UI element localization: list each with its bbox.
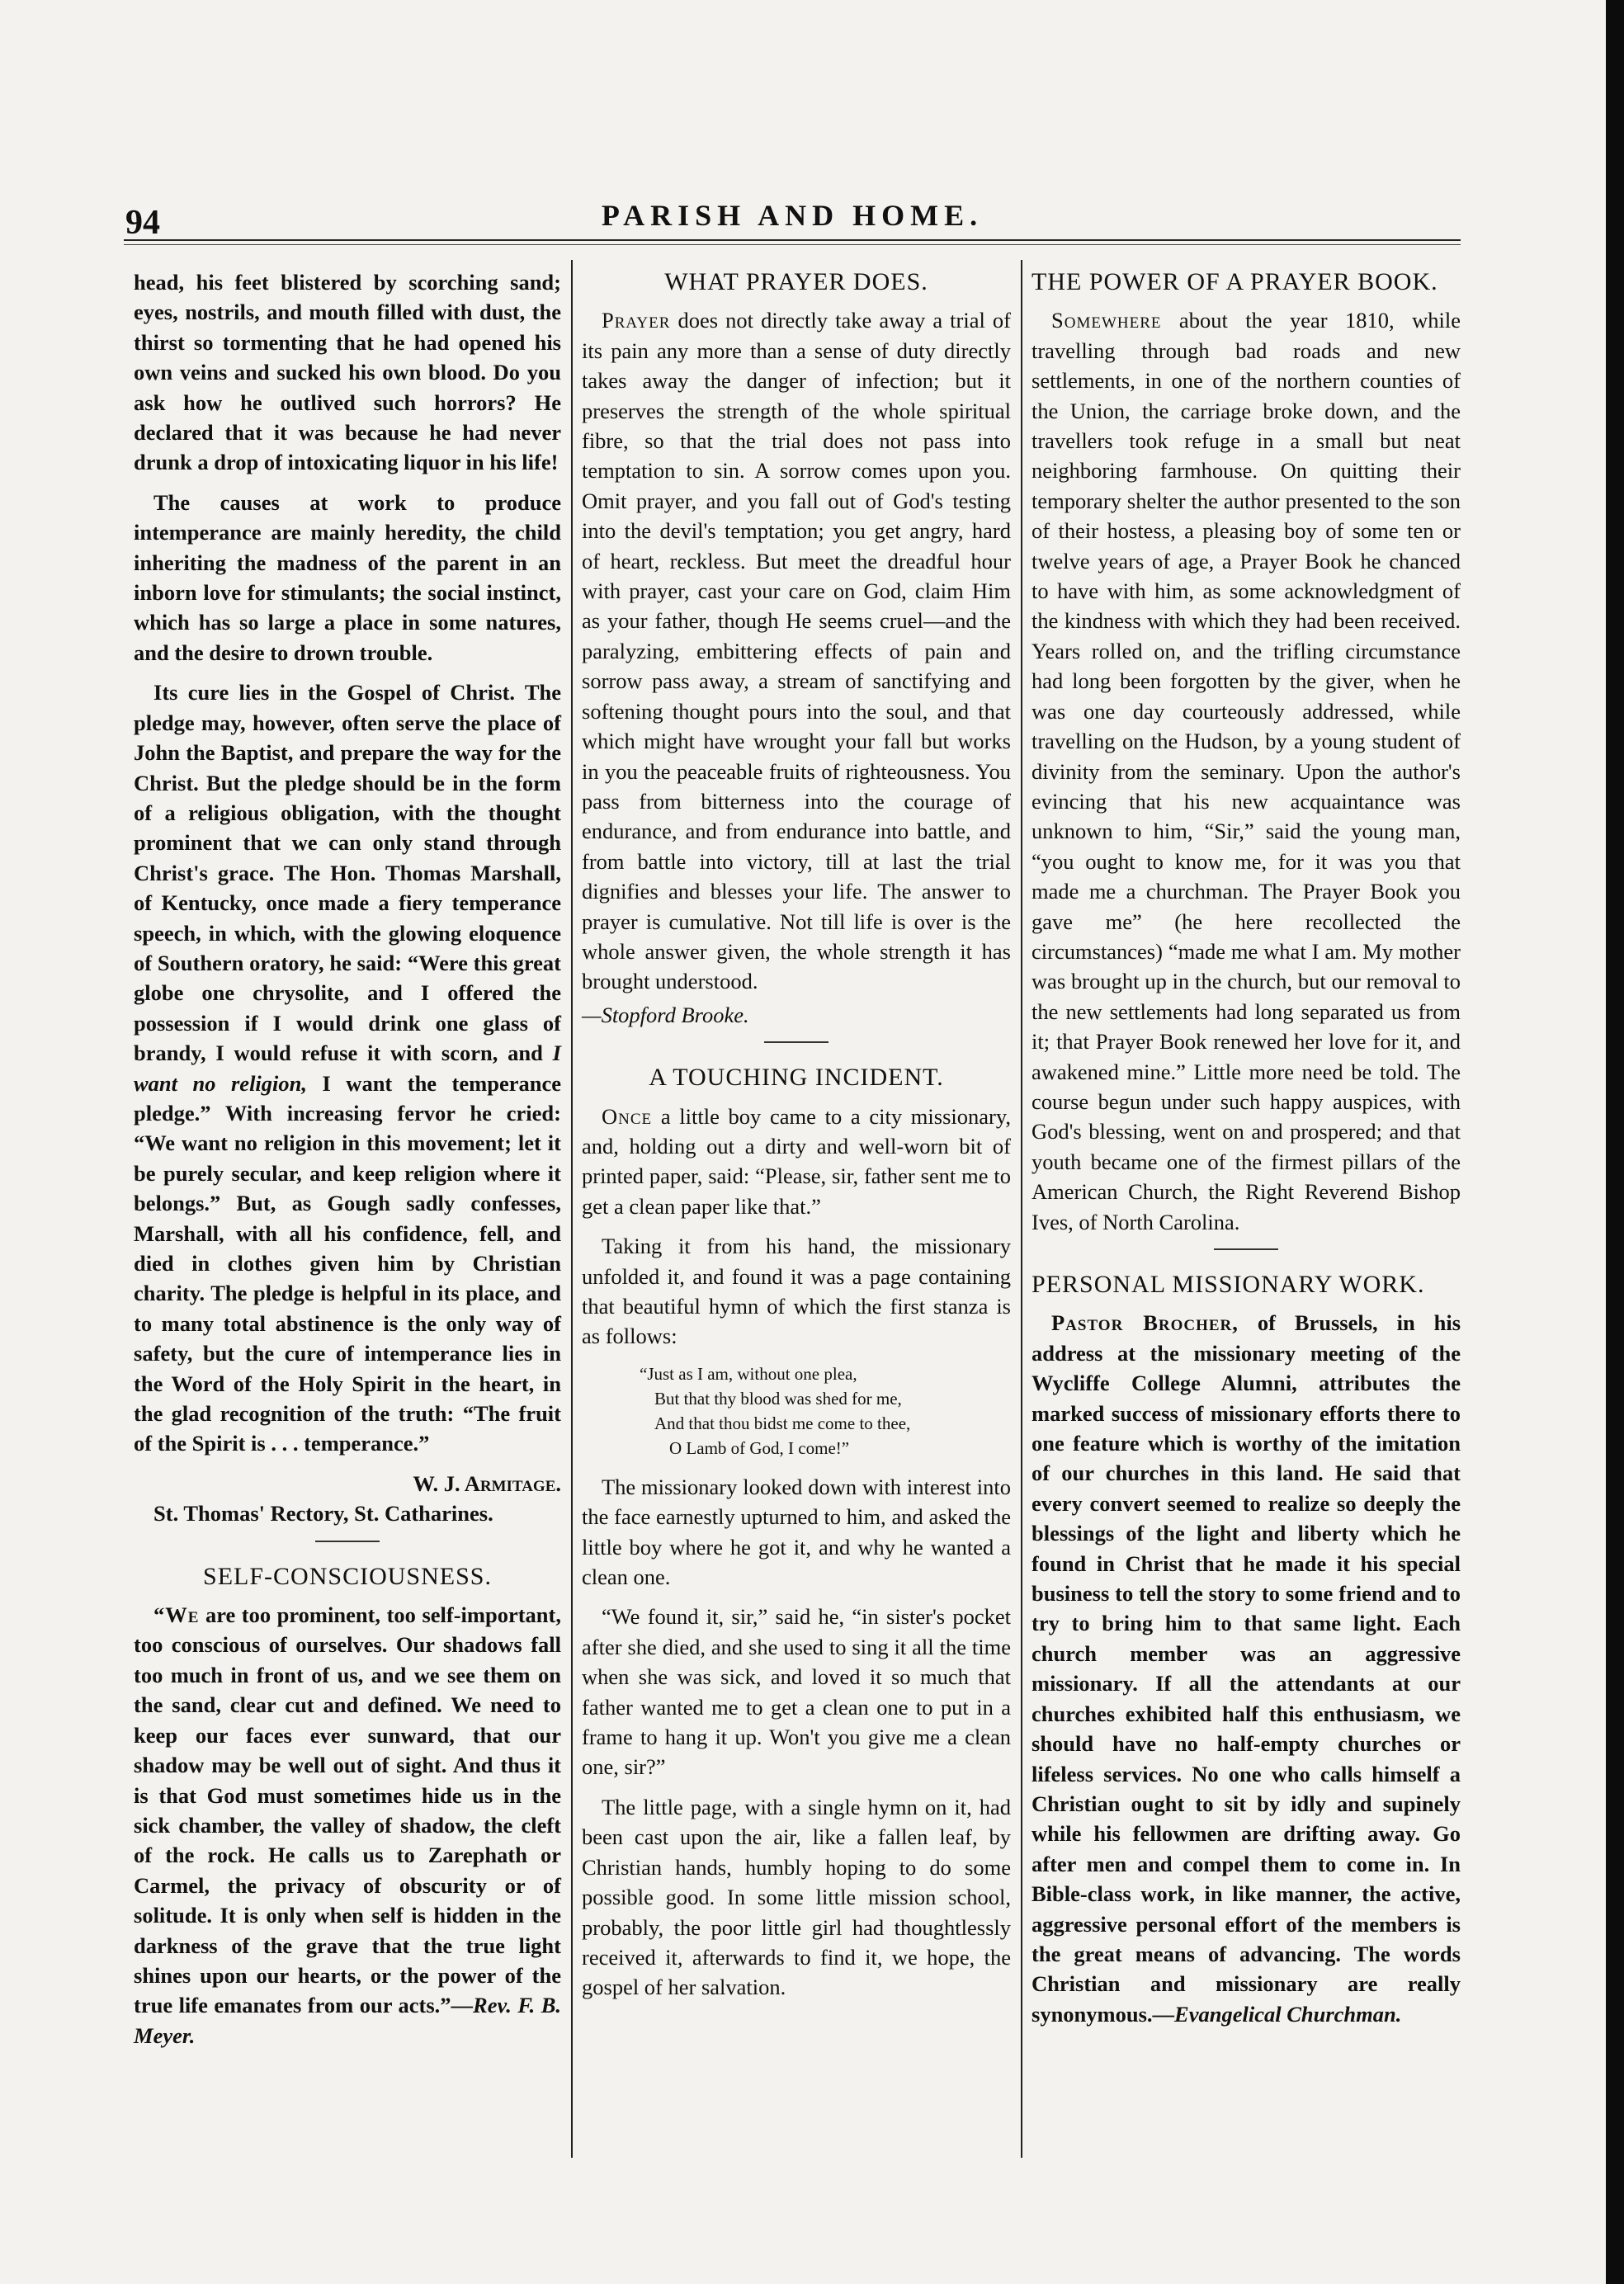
column-2 [582,267,1011,2013]
lead-word: Prayer [602,308,671,333]
scan-edge [1606,0,1624,2284]
header-rule [124,239,1461,241]
poem-line: But that thy blood was shed for me, [654,1388,902,1409]
lead-word: “We [153,1602,200,1628]
poem-line: O Lamb of God, I come!” [669,1437,850,1458]
article-title: A TOUCHING INCIDENT. [649,1064,944,1092]
paragraph [134,677,561,1459]
paragraph: Taking it from his hand, the missionary unfolded it, and found it was a page containing that beautiful hymn of which the first stanza is as follows: [582,1234,1011,1349]
section-separator [315,1541,380,1542]
text-run: a little boy came to a city missionary, and, holding out a dirty and well-worn bit of printed paper, said: “Please, sir, father sent me to get a clean paper like that.” [582,1103,1011,1219]
author-address: St. Thomas' Rectory, St. Catharines. [153,1501,493,1527]
paragraph [1032,305,1461,1237]
text-run: Its cure lies in the Gospel of Christ. The pledge may, however, often serve the place of John the Baptist, and prepare the way for the Christ. But the pledge should be in the form of a religious obligation, with the thought prominent that we can only stand through Christ's grace. The Hon. Thomas Marshall, of Kentucky, once made a fiery temperance speech, in which, with the glowing eloquence of Southern oratory, he said: “Were this great globe one chrysolite, and I offered the possession if I would drink one glass of brandy, I would refuse it with scorn, and [134,680,561,1066]
paragraph: The causes at work to produce intemperance are mainly heredity, the child inheriting the madness of the parent in an inborn love for stimulants; the social instinct, which has so large a place in some natures, and the desire to drown trouble. [134,489,561,665]
lead-word: Somewhere [1051,308,1162,333]
section-separator [1214,1248,1278,1250]
lead-word: Once [602,1103,653,1129]
page-number: 94 [125,204,160,242]
paragraph: “We found it, sir,” said he, “in sister's pocket after she died, and she used to sing it all the time when she was sick, and loved it so much that father wanted me to get a clean one to put in a frame to hang it up. Won't you give me a clean one, sir?” [582,1604,1011,1780]
column-3 [1032,267,1461,2039]
text-run: about the year 1810, while travelling through bad roads and new settlements, in one of the northern counties of the Union, the carriage broke down, and the travellers took refuge in a small but neat neighboring farmhouse. On quitting their temporary shelter the author presented to the son of their hostess, a pleasing boy of some ten or twelve years of age, a Prayer Book he chanced to have with him, as some acknowledgment of the kindness with which they had been received. Years rolled on, and the trifling circumstance had long been forgotten by the giver, when he was one day courteously addressed, while travelling on the Hudson, by a young student of divinity from the seminary. Upon the author's evincing that his new acquaintance was unknown to him, “Sir,” said the young man, “you ought to know me, for it was you that made me a churchman. The Prayer Book you gave me” (he here recollected the circumstances) “made me what I am. My mother was brought up in the church, but our removal to the new settlements had long separated us from it; that Prayer Book renewed her love for it, and awakened mine.” Little more need be told. The course begun under such happy auspices, with God's blessing, went on and prospered; and that youth became one of the firmest pillars of the American Church, the Right Reverend Bishop Ives, of North Carolina. [1032,308,1461,1234]
paragraph [1032,1308,1461,2029]
paragraph [582,1102,1011,1222]
paragraph: head, his feet blistered by scorching sand; eyes, nostrils, and mouth filled with dust, the thirst so tormenting that he had opened his own veins and sucked his own blood. Do you ask how he outlived such horrors? He declared that it was because he had never drunk a drop of intoxicating liquor in his life! [134,270,561,475]
article-title: THE POWER OF A PRAYER BOOK. [1032,268,1438,295]
column-divider-2 [1021,260,1022,2158]
text-run: are too prominent, too self-important, too conscious of ourselves. Our shadows fall too much in front of us, and we see them on the sand, clear cut and defined. We need to keep our faces ever sunward, that our shadow may be well out of sight. And thus it is that God must sometimes hide us in the sick chamber, the valley of shadow, the cleft of the rock. He calls us to Zarephath or Carmel, the privacy of obscurity or of solitude. It is only when self is hidden in the darkness of the grave that the true light shines upon our hearts, or the power of the true life emanates from our acts.”— [134,1602,561,2018]
section-separator [764,1041,829,1043]
italic-text: I want no religion, [134,1041,561,1096]
article-title: WHAT PRAYER DOES. [664,268,928,295]
poem-line: “Just as I am, without one plea, [640,1363,857,1384]
column-divider-1 [571,260,573,2158]
attribution: —Stopford Brooke. [582,1002,749,1027]
poem-line: And that thou bidst me come to thee, [654,1413,911,1433]
paragraph: The missionary looked down with interest into the face earnestly upturned to him, and asked the little boy where he got it, and why he wanted a clean one. [582,1474,1011,1590]
article-title: SELF-CONSCIOUSNESS. [203,1562,492,1590]
header-rule-thin [124,244,1461,245]
text-run: does not directly take away a trial of its pain any more than a sense of duty directly takes away the danger of infection; but it preserves the strength of the whole spiritual fibre, so that the trial does not pass into temptation to sin. A sorrow comes upon you. Omit prayer, and you fall out of God's testing into the devil's temptation; you get angry, hard of heart, reckless. But meet the dreadful hour with prayer, cast your care on God, claim Him as your father, though He seems cruel—and the paralyzing, embittering effects of pain and sorrow pass away, a stream of sanctifying and softening thought pours into the soul, and that which might have wrought your fall but works in you the peaceable fruits of righteousness. You pass from bitterness into the courage of endurance, and from endurance into battle, and from battle into victory, till at last the trial dignifies and blesses your life. The answer to prayer is cumulative. Not till life is over is the whole answer given, the whole strength it has brought understood. [582,308,1011,994]
paragraph [582,305,1011,996]
hymn-stanza [640,1361,1011,1461]
column-1 [134,267,561,2060]
article-title: PERSONAL MISSIONARY WORK. [1032,1271,1425,1298]
author-signature: W. J. Armitage. [413,1470,561,1496]
text-run: I want the temperance pledge.” With increasing fervor he cried: “We want no religion in this movement; let it be purely secular, and keep religion where it belongs.” But, as Gough sadly confesses, Marshall, with all his confidence, fell, and died in clothes given him by Christian charity. The pledge is helpful in its place, and to many total abstinence is the only way of safety, but the cure of intemperance lies in the Word of the Holy Spirit in the heart, in the glad recognition of the truth: “The fruit of the Spirit is . . . temperance.” [134,1070,561,1456]
text-run: of Brussels, in his address at the missionary meeting of the Wycliffe College Alumni, attributes the marked success of missionary efforts there to one feature which is worthy of the imitation of our churches in this land. He said that every convert seemed to realize so deeply the blessings of the light and liberty which he found in Christ that he made it his special business to tell the story to some friend and to try to bring him to that same light. Each church member was an aggressive missionary. If all the attendants at our churches exhibited half this enthusiasm, we should have no half-empty churches or lifeless services. No one who calls himself a Christian ought to sit by idly and supinely while his fellowmen are drifting away. Go after men and compel them to come in. In Bible-class work, in like manner, the active, aggressive personal effort of the members is the great means of advancing. The words Christian and missionary are really synonymous.— [1032,1310,1461,2027]
paragraph: The little page, with a single hymn on it, had been cast upon the air, like a fallen leaf, by Christian hands, humbly hoping to do some possible good. In some little mission school, probably, the poor little girl had thoughtlessly received it, afterwards to find it, we hope, the gospel of her salvation. [582,1794,1011,2000]
attribution: Rev. F. B. Meyer. [134,1993,562,2048]
lead-word: Pastor Brocher, [1051,1310,1239,1336]
paragraph [134,1600,561,2050]
running-head: PARISH AND HOME. [601,199,984,232]
attribution: Evangelical Churchman. [1174,2001,1402,2027]
